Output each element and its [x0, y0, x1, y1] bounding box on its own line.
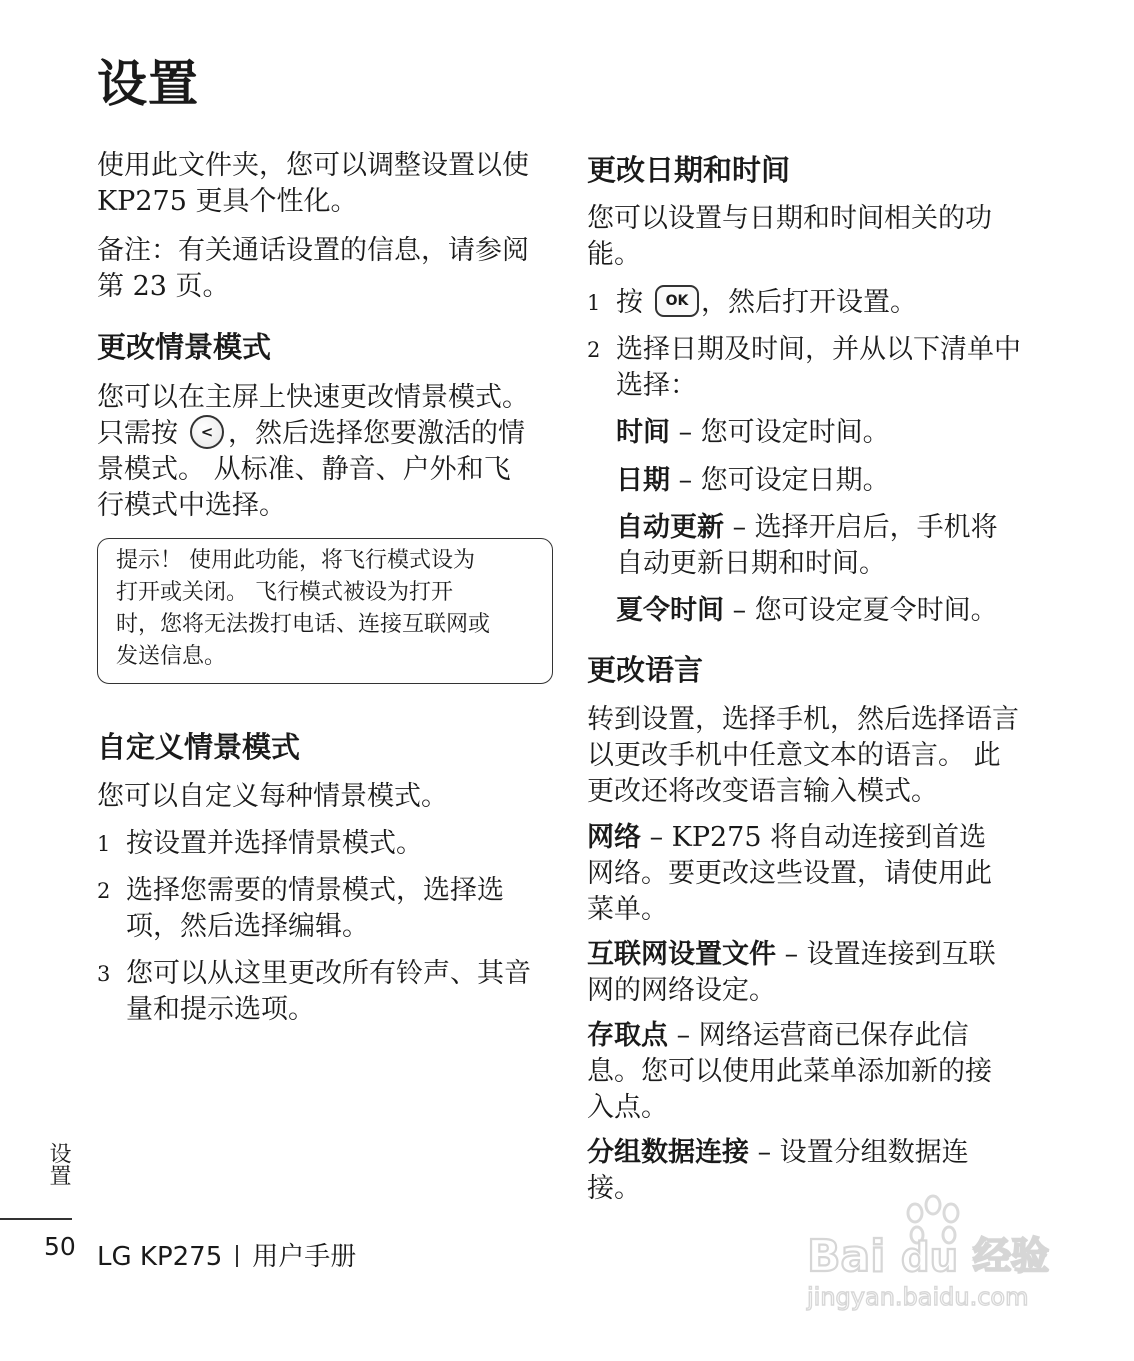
option-time: 时间 – 您可设定时间。 — [616, 417, 890, 448]
side-tab-label: 设置 — [46, 1142, 71, 1186]
page-title: 设置 — [97, 55, 199, 113]
tip-box — [97, 538, 553, 684]
side-divider — [0, 1218, 72, 1220]
ok-key-icon: OK — [655, 285, 699, 317]
profile-heading: 更改情景模式 — [97, 330, 272, 364]
watermark-url: jingyan.baidu.com — [807, 1283, 1029, 1311]
date-intro-line-2: 能。 — [587, 239, 641, 270]
date-time-heading: 更改日期和时间 — [587, 153, 791, 187]
footer-separator — [236, 1245, 238, 1267]
note-paragraph: 备注：有关通话设置的信息，请参阅第 23 页。 — [97, 235, 529, 302]
list-item: 1 按设置并选择情景模式。 — [97, 828, 423, 859]
back-key-icon: < — [190, 415, 224, 449]
watermark-du: du — [901, 1235, 959, 1281]
page-number: 50 — [44, 1232, 76, 1261]
access-point-line-1: 存取点 – 网络运营商已保存此信 — [587, 1020, 969, 1051]
profile-line-1: 您可以在主屏上快速更改情景模式。 — [97, 382, 529, 413]
profile-line-3: 景模式。 从标准、静音、户外和飞 — [97, 454, 511, 485]
footer-manual: 用户手册 — [252, 1242, 357, 1272]
watermark-bai: Bai — [807, 1231, 886, 1282]
language-heading: 更改语言 — [587, 653, 704, 687]
profile-line-2: 只需按 < ，然后选择您要激活的情 — [97, 416, 555, 452]
footer-brand: LG KP275 — [97, 1242, 223, 1272]
language-line-3: 更改还将改变语言输入模式。 — [587, 776, 938, 807]
tip-line-2: 打开或关闭。 飞行模式被设为打开 — [116, 580, 453, 605]
list-item: 3 您可以从这里更改所有铃声、其音 量和提示选项。 — [97, 958, 531, 1025]
profile-line-4: 行模式中选择。 — [97, 490, 286, 521]
tip-line-4: 发送信息。 — [116, 644, 227, 669]
option-date: 日期 – 您可设定日期。 — [616, 465, 890, 496]
list-item: 1 按 OK ，然后打开设置。 — [587, 285, 1037, 321]
network-line-1: 网络 – KP275 将自动连接到首选 — [587, 822, 987, 853]
language-line-1: 转到设置，选择手机，然后选择语言 — [587, 704, 1019, 735]
packet-data-line-1: 分组数据连接 – 设置分组数据连 — [587, 1137, 969, 1168]
language-line-2: 以更改手机中任意文本的语言。 此 — [587, 740, 1001, 771]
baidu-watermark — [805, 1193, 1065, 1313]
internet-profile-line-2: 网的网络设定。 — [587, 975, 776, 1006]
network-line-3: 菜单。 — [587, 894, 668, 925]
access-point-line-3: 入点。 — [587, 1092, 668, 1123]
watermark-jingyan: 经验 — [973, 1234, 1050, 1278]
list-item: 2 选择日期及时间，并从以下清单中 选择： — [587, 334, 1021, 401]
packet-data-line-2: 接。 — [587, 1173, 641, 1204]
tip-line-3: 时，您将无法拨打电话、连接互联网或 — [116, 612, 491, 637]
custom-profile-intro: 您可以自定义每种情景模式。 — [97, 781, 448, 812]
option-auto-update: 自动更新 – 选择开启后，手机将 — [616, 512, 998, 543]
date-intro-line-1: 您可以设置与日期和时间相关的功 — [587, 203, 992, 234]
footer — [97, 1240, 356, 1274]
tip-line-1: 提示！ 使用此功能，将飞行模式设为 — [116, 548, 475, 573]
network-line-2: 网络。要更改这些设置，请使用此 — [587, 858, 992, 889]
internet-profile-line-1: 互联网设置文件 – 设置连接到互联 — [587, 939, 996, 970]
option-dst: 夏令时间 – 您可设定夏令时间。 — [616, 595, 998, 626]
intro-paragraph: 使用此文件夹，您可以调整设置以使 KP275 更具个性化。 — [97, 150, 529, 217]
custom-profile-heading: 自定义情景模式 — [97, 730, 301, 764]
access-point-line-2: 息。您可以使用此菜单添加新的接 — [587, 1056, 992, 1087]
list-item: 2 选择您需要的情景模式，选择选 项，然后选择编辑。 — [97, 875, 504, 942]
option-auto-update-line-2: 自动更新日期和时间。 — [616, 548, 886, 579]
